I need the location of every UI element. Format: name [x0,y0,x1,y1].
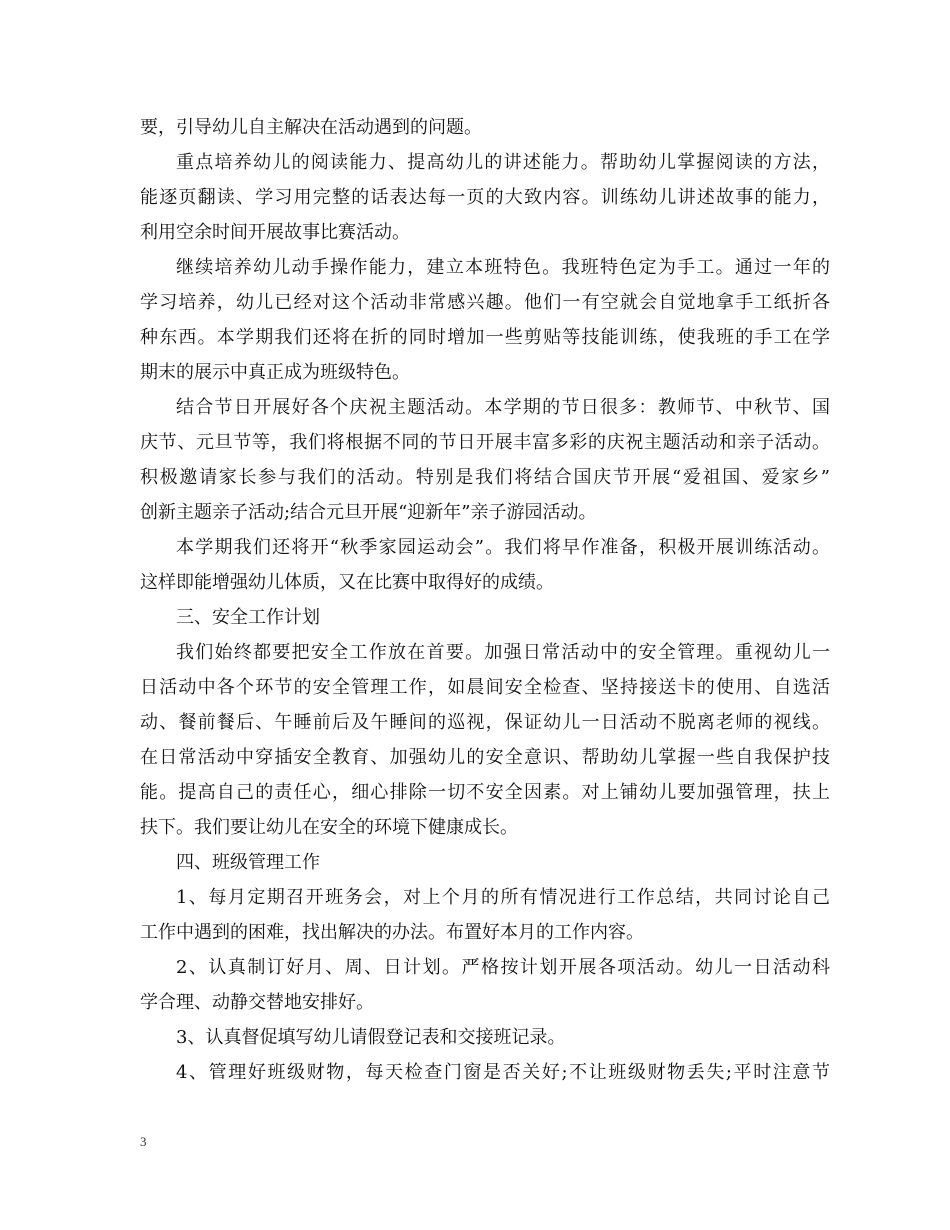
text-line: 1、每月定期召开班务会，对上个月的所有情况进行工作总结，共同讨论自己 [176,887,830,908]
text-line: 工作中遇到的困难，找出解决的办法。布置好本月的工作内容。 [140,922,644,943]
text-line: 积极邀请家长参与我们的活动。特别是我们将结合国庆节开展“爱祖国、爱家乡” [140,467,830,488]
section-heading: 三、安全工作计划 [176,607,320,628]
text-line: 3、认真督促填写幼儿请假登记表和交接班记录。 [176,1027,566,1048]
text-line: 学合理、动静交替地安排好。 [140,992,374,1013]
page-number: 3 [140,1134,147,1149]
text-line: 动、餐前餐后、午睡前后及午睡间的巡视，保证幼儿一日活动不脱离老师的视线。 [140,712,830,733]
text-line: 学习培养，幼儿已经对这个活动非常感兴趣。他们一有空就会自觉地拿手工纸折各 [140,292,830,313]
text-line: 种东西。本学期我们还将在折的同时增加一些剪贴等技能训练，使我班的手工在学 [140,327,830,348]
text-line: 继续培养幼儿动手操作能力，建立本班特色。我班特色定为手工。通过一年的 [176,257,830,278]
section-heading: 四、班级管理工作 [176,852,320,873]
text-line: 日活动中各个环节的安全管理工作，如晨间安全检查、坚持接送卡的使用、自选活 [140,677,830,698]
text-line: 扶下。我们要让幼儿在安全的环境下健康成长。 [140,817,518,838]
text-line: 结合节日开展好各个庆祝主题活动。本学期的节日很多：教师节、中秋节、国 [176,397,830,418]
text-line: 庆节、元旦节等，我们将根据不同的节日开展丰富多彩的庆祝主题活动和亲子活动。 [140,432,830,453]
text-line: 能。提高自己的责任心，细心排除一切不安全因素。对上铺幼儿要加强管理，扶上 [140,782,830,803]
text-line: 我们始终都要把安全工作放在首要。加强日常活动中的安全管理。重视幼儿一 [176,642,830,663]
text-line: 重点培养幼儿的阅读能力、提高幼儿的讲述能力。帮助幼儿掌握阅读的方法， [176,152,830,173]
text-line: 利用空余时间开展故事比赛活动。 [140,222,410,243]
text-line: 在日常活动中穿插安全教育、加强幼儿的安全意识、帮助幼儿掌握一些自我保护技 [140,747,830,768]
text-line: 4、管理好班级财物，每天检查门窗是否关好;不让班级财物丢失;平时注意节 [176,1062,830,1083]
text-line: 要，引导幼儿自主解决在活动遇到的问题。 [140,117,482,138]
text-line: 本学期我们还将开“秋季家园运动会”。我们将早作准备，积极开展训练活动。 [176,537,830,558]
text-line: 2、认真制订好月、周、日计划。严格按计划开展各项活动。幼儿一日活动科 [176,957,830,978]
text-line: 创新主题亲子活动;结合元旦开展“迎新年”亲子游园活动。 [140,502,597,523]
text-line: 这样即能增强幼儿体质，又在比赛中取得好的成绩。 [140,572,554,593]
text-line: 能逐页翻读、学习用完整的话表达每一页的大致内容。训练幼儿讲述故事的能力， [140,187,830,208]
text-line: 期末的展示中真正成为班级特色。 [140,362,410,383]
